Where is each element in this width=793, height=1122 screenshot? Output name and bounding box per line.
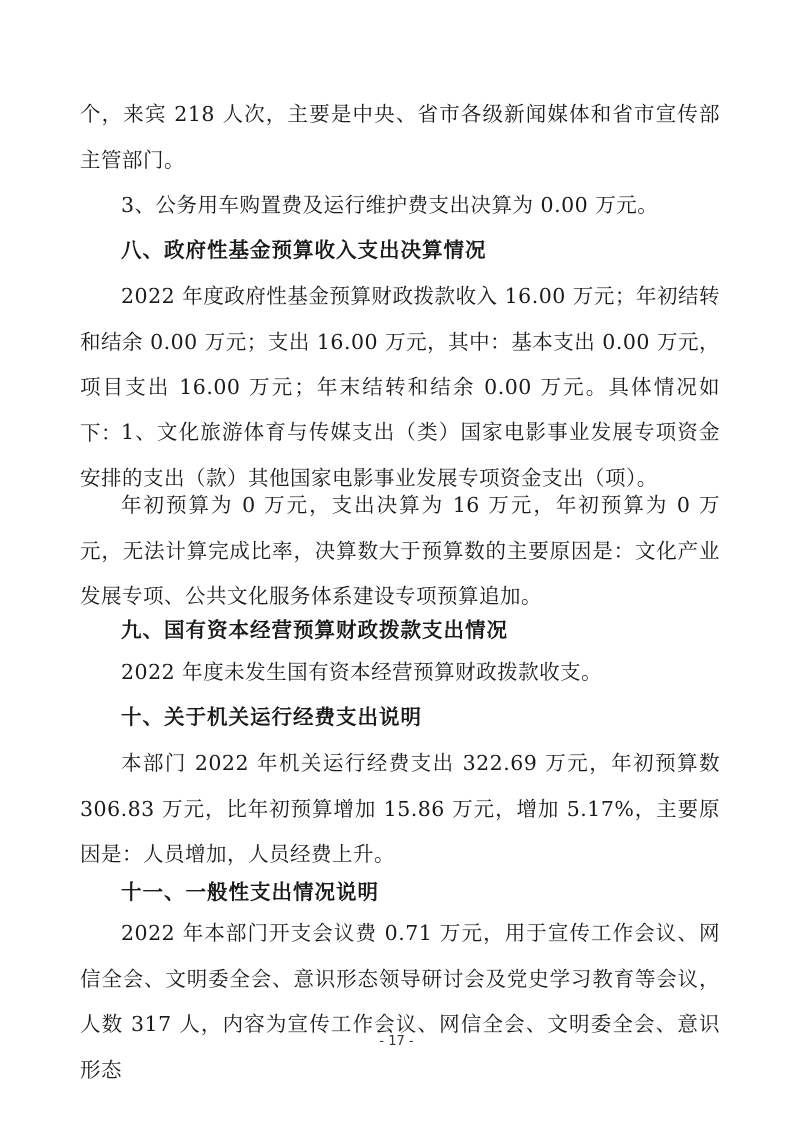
paragraph-official-vehicle: 3、公务用车购置费及运行维护费支出决算为 0.00 万元。: [121, 193, 659, 217]
paragraph-general-expenditure: 2022 年本部门开支会议费 0.71 万元，用于宣传工作会议、网信全会、文明委全会、意识形态领导研讨会及党史学习教育等会议，人数 317 人，内容为宣传工作会议、网信全会、文明委全会、意识形态: [80, 921, 720, 1082]
paragraph-culture-expenditure-item: 1、文化旅游体育与传媒支出（类）国家电影事业发展专项资金安排的支出（款）其他国家电影事业发展专项资金支出（项）。: [80, 420, 720, 490]
paragraph-budget-variance-reason: 年初预算为 0 万元，支出决算为 16 万元，年初预算为 0 万元，无法计算完成比率，决算数大于预算数的主要原因是：文化产业发展专项、公共文化服务体系建设专项预算追加。: [80, 493, 720, 608]
paragraph-state-capital-budget: 2022 年度未发生国有资本经营预算财政拨款收支。: [121, 660, 603, 684]
heading-section-9: 九、国有资本经营预算财政拨款支出情况: [121, 618, 508, 642]
heading-section-8: 八、政府性基金预算收入支出决算情况: [121, 238, 487, 262]
page-number: - 17 -: [379, 1034, 414, 1049]
paragraph-guest-reception-continued: 个，来宾 218 人次，主要是中央、省市各级新闻媒体和省市宣传部主管部门。: [80, 102, 720, 172]
paragraph-operating-expenses: 本部门 2022 年机关运行经费支出 322.69 万元，年初预算数 306.83 万元，比年初预算增加 15.86 万元，增加 5.17%，主要原因是：人员增加，人员经费上升。: [80, 751, 720, 866]
paragraph-government-fund-summary: 2022 年度政府性基金预算财政拨款收入 16.00 万元；年初结转和结余 0.00 万元；支出 16.00 万元，其中：基本支出 0.00 万元，项目支出 16.00 万元；年末结转和结余 0.00 万元。具体情况如下：: [80, 284, 720, 445]
heading-section-11: 十一、一般性支出情况说明: [121, 880, 379, 904]
heading-section-10: 十、关于机关运行经费支出说明: [121, 705, 422, 729]
